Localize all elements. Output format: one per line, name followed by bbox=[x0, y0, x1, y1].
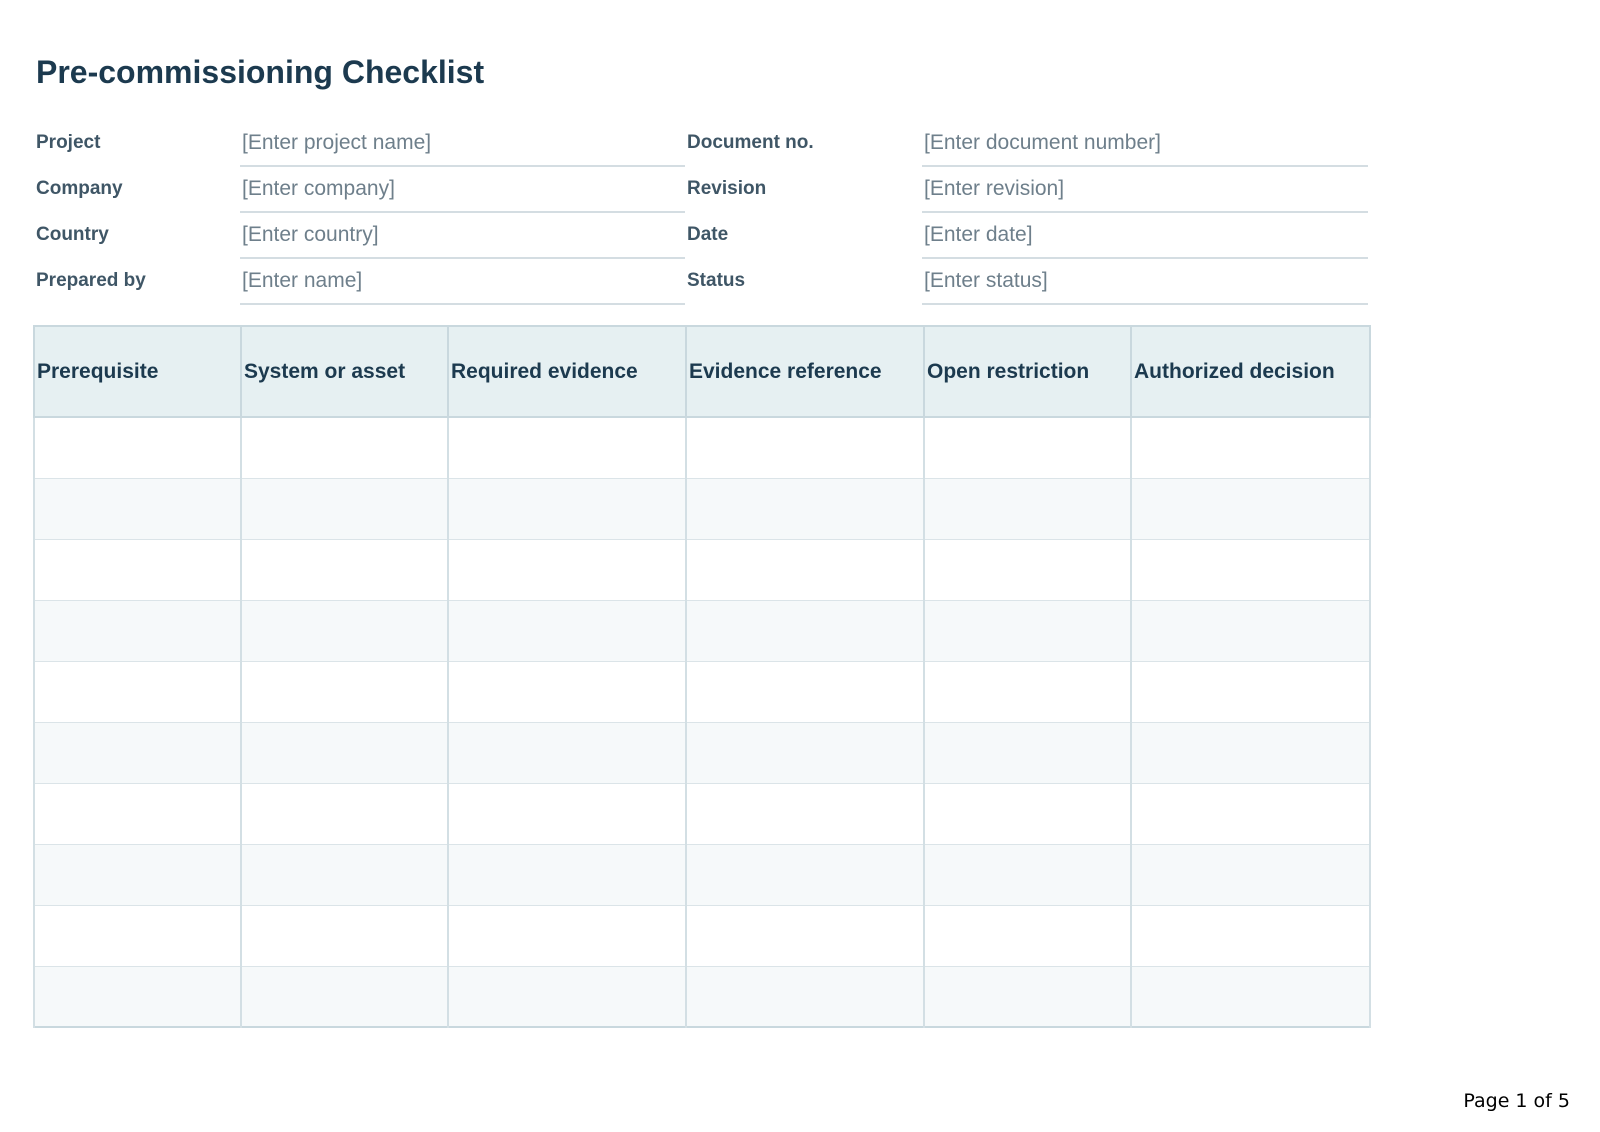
table-row bbox=[34, 722, 1370, 783]
table-row bbox=[34, 417, 1370, 478]
checklist-header-row bbox=[34, 326, 1370, 417]
table-cell[interactable] bbox=[241, 539, 448, 600]
table-cell[interactable] bbox=[924, 905, 1131, 966]
table-cell[interactable] bbox=[686, 478, 924, 539]
table-cell[interactable] bbox=[924, 478, 1131, 539]
table-cell[interactable] bbox=[241, 844, 448, 905]
table-cell[interactable] bbox=[686, 783, 924, 844]
country-label: Country bbox=[36, 224, 109, 245]
table-cell[interactable] bbox=[924, 722, 1131, 783]
table-cell[interactable] bbox=[448, 783, 686, 844]
table-cell[interactable] bbox=[686, 661, 924, 722]
table-cell[interactable] bbox=[34, 905, 241, 966]
table-cell[interactable] bbox=[241, 417, 448, 478]
table-cell[interactable] bbox=[34, 661, 241, 722]
info-row-prepared-by bbox=[34, 258, 1368, 304]
table-cell[interactable] bbox=[34, 783, 241, 844]
table-cell[interactable] bbox=[34, 417, 241, 478]
table-cell[interactable] bbox=[686, 417, 924, 478]
table-cell[interactable] bbox=[1131, 783, 1370, 844]
table-cell[interactable] bbox=[1131, 417, 1370, 478]
table-cell[interactable] bbox=[448, 478, 686, 539]
table-cell[interactable] bbox=[924, 417, 1131, 478]
table-cell[interactable] bbox=[1131, 661, 1370, 722]
table-cell[interactable] bbox=[34, 966, 241, 1027]
column-header-open-restriction: Open restriction bbox=[924, 326, 1131, 417]
table-row bbox=[34, 905, 1370, 966]
table-cell[interactable] bbox=[924, 661, 1131, 722]
project-field[interactable]: [Enter project name] bbox=[240, 120, 685, 166]
table-cell[interactable] bbox=[241, 478, 448, 539]
table-cell[interactable] bbox=[34, 600, 241, 661]
table-cell[interactable] bbox=[686, 722, 924, 783]
table-cell[interactable] bbox=[686, 966, 924, 1027]
document-number-field[interactable]: [Enter document number] bbox=[922, 120, 1368, 166]
table-cell[interactable] bbox=[448, 539, 686, 600]
table-row bbox=[34, 966, 1370, 1027]
table-cell[interactable] bbox=[924, 783, 1131, 844]
table-cell[interactable] bbox=[924, 844, 1131, 905]
table-cell[interactable] bbox=[924, 600, 1131, 661]
table-cell[interactable] bbox=[448, 844, 686, 905]
page-number: Page 1 of 5 bbox=[1463, 1090, 1570, 1112]
table-cell[interactable] bbox=[1131, 539, 1370, 600]
table-cell[interactable] bbox=[448, 905, 686, 966]
column-header-prerequisite: Prerequisite bbox=[34, 326, 241, 417]
table-cell[interactable] bbox=[1131, 966, 1370, 1027]
table-cell[interactable] bbox=[1131, 478, 1370, 539]
table-cell[interactable] bbox=[448, 966, 686, 1027]
date-label: Date bbox=[687, 224, 729, 245]
prepared-by-label: Prepared by bbox=[36, 270, 146, 291]
company-field[interactable]: [Enter company] bbox=[240, 166, 685, 212]
table-cell[interactable] bbox=[241, 783, 448, 844]
table-cell[interactable] bbox=[448, 661, 686, 722]
info-row-company bbox=[34, 166, 1368, 212]
table-cell[interactable] bbox=[448, 722, 686, 783]
table-cell[interactable] bbox=[34, 844, 241, 905]
table-cell[interactable] bbox=[924, 539, 1131, 600]
date-field[interactable]: [Enter date] bbox=[922, 212, 1368, 258]
column-header-authorized-decision: Authorized decision bbox=[1131, 326, 1370, 417]
revision-field[interactable]: [Enter revision] bbox=[922, 166, 1368, 212]
country-field[interactable]: [Enter country] bbox=[240, 212, 685, 258]
table-row bbox=[34, 539, 1370, 600]
info-row-country bbox=[34, 212, 1368, 258]
table-cell[interactable] bbox=[686, 844, 924, 905]
status-field[interactable]: [Enter status] bbox=[922, 258, 1368, 304]
table-cell[interactable] bbox=[448, 417, 686, 478]
table-row bbox=[34, 783, 1370, 844]
table-cell[interactable] bbox=[1131, 600, 1370, 661]
table-cell[interactable] bbox=[686, 600, 924, 661]
table-cell[interactable] bbox=[241, 905, 448, 966]
table-row bbox=[34, 600, 1370, 661]
table-cell[interactable] bbox=[241, 966, 448, 1027]
table-cell[interactable] bbox=[448, 600, 686, 661]
table-row bbox=[34, 844, 1370, 905]
page-title: Pre-commissioning Checklist bbox=[36, 54, 485, 90]
table-cell[interactable] bbox=[686, 905, 924, 966]
table-cell[interactable] bbox=[34, 539, 241, 600]
company-label: Company bbox=[36, 178, 123, 199]
prepared-by-field[interactable]: [Enter name] bbox=[240, 258, 685, 304]
table-cell[interactable] bbox=[241, 661, 448, 722]
table-cell[interactable] bbox=[1131, 722, 1370, 783]
table-cell[interactable] bbox=[241, 600, 448, 661]
document-info-table bbox=[34, 120, 1368, 305]
table-cell[interactable] bbox=[34, 722, 241, 783]
table-cell[interactable] bbox=[241, 722, 448, 783]
table-cell[interactable] bbox=[1131, 905, 1370, 966]
table-row bbox=[34, 661, 1370, 722]
project-label: Project bbox=[36, 132, 101, 153]
column-header-system-or-asset: System or asset bbox=[241, 326, 448, 417]
info-row-project bbox=[34, 120, 1368, 166]
checklist-table bbox=[33, 325, 1371, 1028]
checklist-body bbox=[34, 417, 1370, 1027]
table-cell[interactable] bbox=[924, 966, 1131, 1027]
table-cell[interactable] bbox=[1131, 844, 1370, 905]
status-label: Status bbox=[687, 270, 746, 291]
document-number-label: Document no. bbox=[687, 132, 814, 153]
column-header-evidence-reference: Evidence reference bbox=[686, 326, 924, 417]
table-row bbox=[34, 478, 1370, 539]
revision-label: Revision bbox=[687, 178, 767, 199]
table-cell[interactable] bbox=[34, 478, 241, 539]
column-header-required-evidence: Required evidence bbox=[448, 326, 686, 417]
table-cell[interactable] bbox=[686, 539, 924, 600]
